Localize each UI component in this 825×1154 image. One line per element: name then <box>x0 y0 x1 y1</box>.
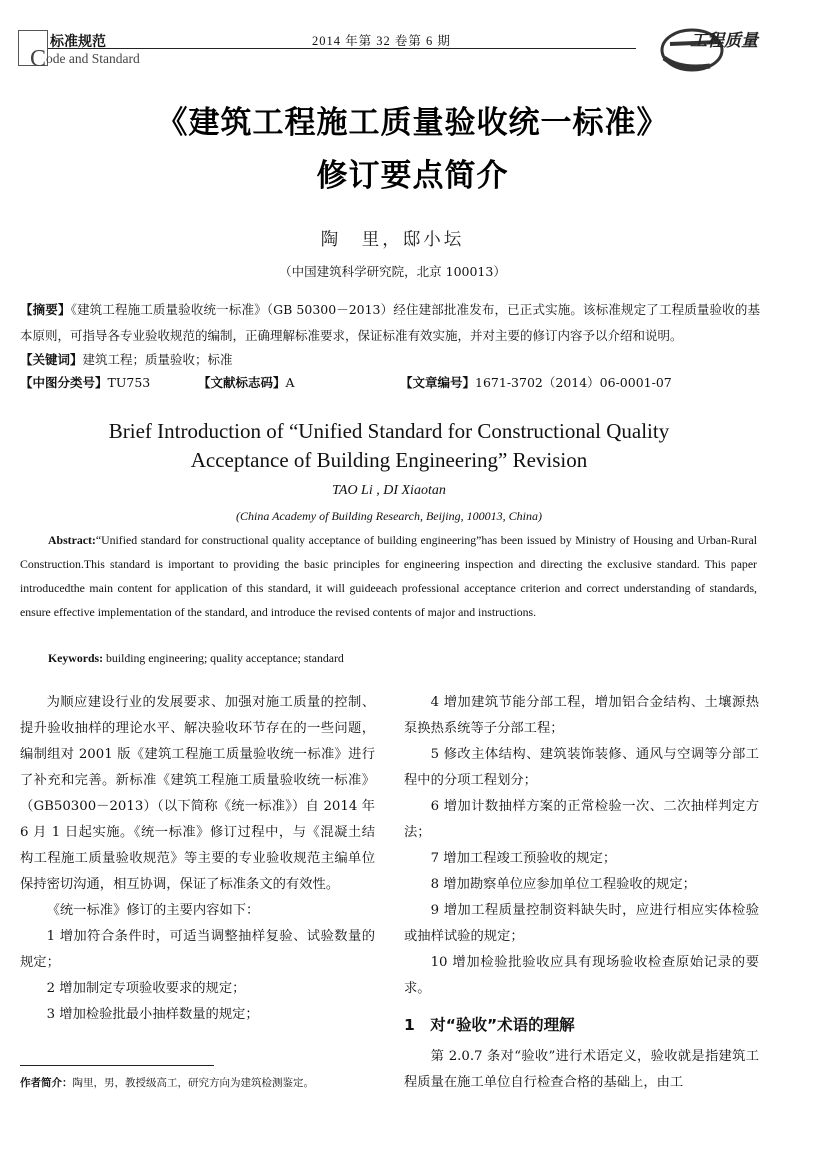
logo-text: 工程质量 <box>690 31 758 51</box>
body-left-column <box>20 690 375 1028</box>
header-section-cn: 标准规范 <box>50 34 106 50</box>
body-paragraph: 3 增加检验批最小抽样数量的规定； <box>46 1007 259 1022</box>
authors-en: TAO Li , DI Xiaotan <box>332 483 446 498</box>
body-paragraph: 6 增加计数抽样方案的正常检验一次、二次抽样判定方法； <box>404 799 759 840</box>
keywords-en-label: Keywords: <box>48 651 104 665</box>
abstract-en <box>20 528 757 624</box>
abstract-cn-text: 《建筑工程施工质量验收统一标准》（GB 50300－2013）经住建部批准发布，已正式实施。该标准规定了工程质量验收的基本原则，可指导各专业验收规范的编制，正确理解标准要求，保证标准有效实施，并对主要的修订内容予以介绍和说明。 <box>20 302 760 343</box>
body-paragraph: 为顺应建设行业的发展要求、加强对施工质量的控制、提升验收抽样的理论水平、解决验收环节存在的一些问题，编制组对 2001 版《建筑工程施工质量验收统一标准》进行了补充和完善。新标准《建筑工程施工质量验收统一标准》（GB50300－2013）（以下简称《统一标准》）自 2014 年 6 月 1 日起实施。《统一标准》修订过程中，与《混凝土结构工程施工质量验收规范》等主要的专业验收规范主编单位保持密切沟通，相互协调，保证了标准条文的有效性。 <box>20 695 375 892</box>
document-code: 【文献标志码】A <box>198 375 295 390</box>
title-cn-line2: 修订要点简介 <box>316 158 509 194</box>
title-en-line2: Acceptance of Building Engineering” Revision <box>190 448 588 472</box>
keywords-cn <box>20 347 760 373</box>
title-cn-line1: 《建筑工程施工质量验收统一标准》 <box>156 105 669 141</box>
section-heading: 1 对“验收”术语的理解 <box>404 1016 575 1034</box>
body-paragraph: 8 增加勘察单位应参加单位工程验收的规定； <box>430 877 696 892</box>
article-number: 【文章编号】1671-3702（2014）06-0001-07 <box>400 375 672 390</box>
author-footnote <box>20 1075 314 1090</box>
footnote-text: 陶里，男，教授级高工，研究方向为建筑检测鉴定。 <box>72 1077 314 1089</box>
body-paragraph: 10 增加检验批验收应具有现场验收检查原始记录的要求。 <box>404 955 759 996</box>
abstract-cn-label: 【摘要】 <box>20 302 71 317</box>
footnote-label: 作者简介： <box>20 1077 73 1089</box>
title-en-line1: Brief Introduction of “Unified Standard for Constructional Quality <box>108 419 670 443</box>
abstract-cn <box>20 297 760 349</box>
keywords-en-text: building engineering; quality acceptance; standard <box>106 651 344 665</box>
affiliation-en: (China Academy of Building Research, Beijing, 100013, China) <box>236 509 542 523</box>
body-paragraph: 1 增加符合条件时，可适当调整抽样复验、试验数量的规定； <box>20 929 375 970</box>
clc-number: 【中图分类号】TU753 <box>20 375 151 390</box>
header-section-en: Code and Standard <box>30 46 140 72</box>
affiliation-cn: （中国建筑科学研究院，北京 100013） <box>279 264 506 279</box>
header-section-letter: C <box>30 46 47 72</box>
body-paragraph: 5 修改主体结构、建筑装饰装修、通风与空调等分部工程中的分项工程划分； <box>404 747 759 788</box>
body-paragraph: 第 2.0.7 条对“验收”进行术语定义，验收就是指建筑工程质量在施工单位自行检查合格的基础上，由工 <box>404 1049 759 1090</box>
body-paragraph: 7 增加工程竣工预验收的规定； <box>430 851 617 866</box>
keywords-cn-label: 【关键词】 <box>20 352 83 367</box>
keywords-cn-text: 建筑工程；质量验收；标准 <box>82 352 233 367</box>
abstract-en-text: “Unified standard for constructional quality acceptance of building engineering”has been issued by Ministry of Housing and Urban-Rural Construction.This standard is important to providing the basic principles for engineering inspection and directing the exclusive standard. This paper introducedthe main content for application of this standard, it will guideeach professional acceptance criterion and correct understanding of standards, ensure effective implementation of the standard, and introduce the revised contents of major and instructions. <box>20 533 757 620</box>
body-paragraph: 2 增加制定专项验收要求的规定； <box>46 981 246 996</box>
body-paragraph: 《统一标准》修订的主要内容如下： <box>46 903 260 918</box>
body-paragraph: 9 增加工程质量控制资料缺失时，应进行相应实体检验或抽样试验的规定； <box>404 903 759 944</box>
header-issue: 2014 年第 32 卷第 6 期 <box>312 34 451 48</box>
authors-cn: 陶 里，邸小坛 <box>320 230 465 250</box>
keywords-en <box>48 651 344 666</box>
abstract-en-label: Abstract: <box>48 533 96 547</box>
footnote-rule <box>20 1065 214 1066</box>
body-paragraph: 4 增加建筑节能分部工程，增加铝合金结构、土壤源热泵换热系统等子分部工程； <box>404 695 759 736</box>
body-right-column <box>404 690 759 1096</box>
